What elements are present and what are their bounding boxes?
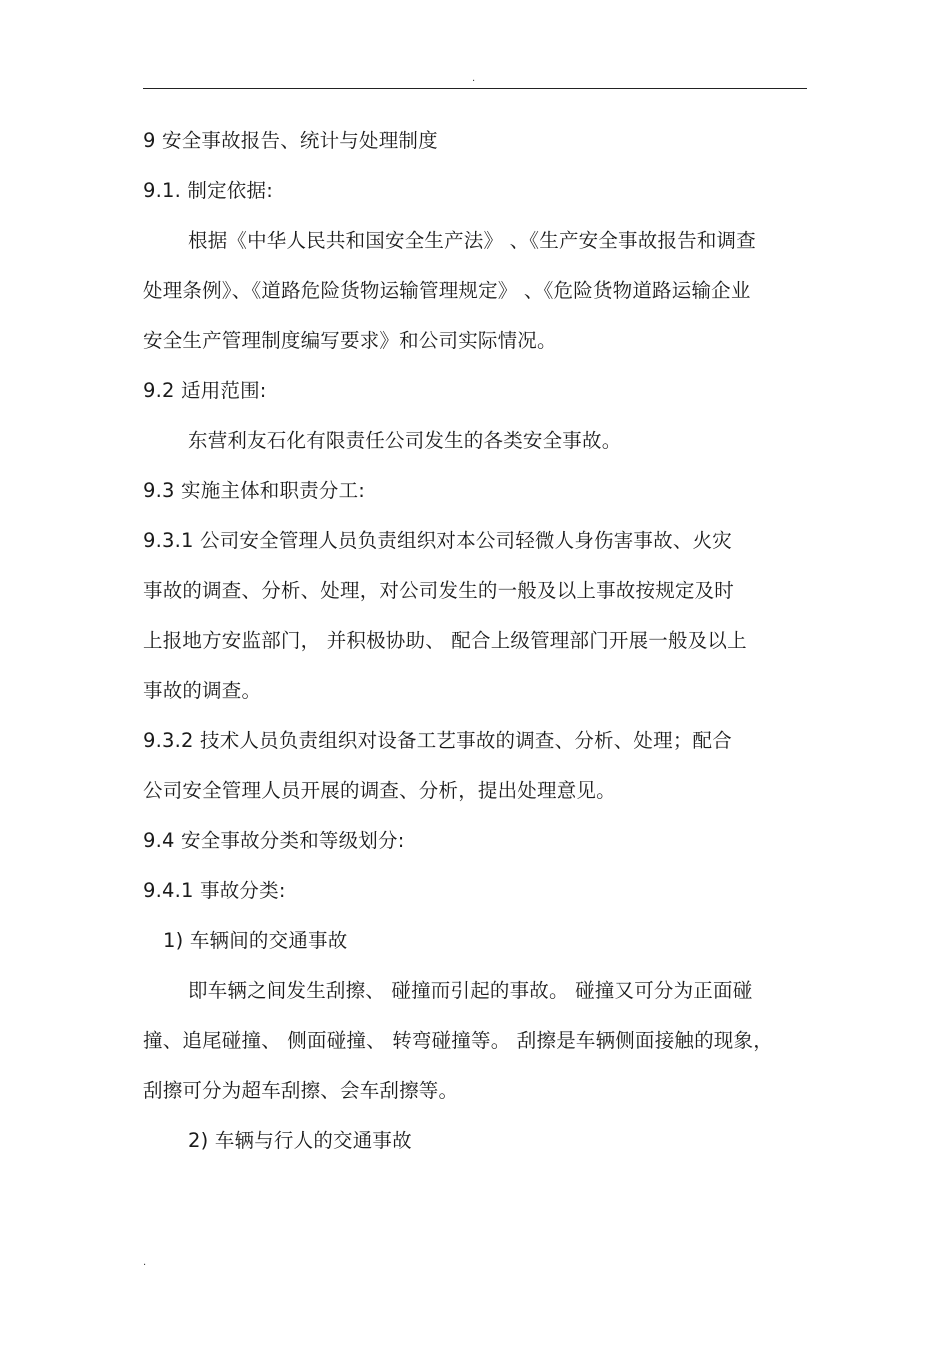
subsection-heading-9-4: 9.4 安全事故分类和等级划分: xyxy=(143,829,405,852)
paragraph-line: 事故的调查、分析、处理，对公司发生的一般及以上事故按规定及时 xyxy=(143,579,735,602)
subsection-heading-9-2: 9.2 适用范围: xyxy=(143,379,267,402)
paragraph-line: 上报地方安监部门， 并积极协助、 配合上级管理部门开展一般及以上 xyxy=(143,629,747,652)
paragraph-line: 处理条例》、《道路危险货物运输管理规定》 、《危险货物道路运输企业 xyxy=(143,279,751,302)
section-heading-9: 9 安全事故报告、统计与处理制度 xyxy=(143,129,438,152)
subsection-heading-9-3: 9.3 实施主体和职责分工: xyxy=(143,479,366,502)
subsection-heading-9-1: 9.1. 制定依据: xyxy=(143,179,273,202)
header-rule xyxy=(143,88,807,89)
paragraph-line: 撞、追尾碰撞、 侧面碰撞、 转弯碰撞等。 刮擦是车辆侧面接触的现象， xyxy=(143,1029,773,1052)
paragraph-line: 即车辆之间发生刮擦、 碰撞而引起的事故。 碰撞又可分为正面碰 xyxy=(188,979,753,1002)
clause-9-3-2: 9.3.2 技术人员负责组织对设备工艺事故的调查、分析、处理；配合 xyxy=(143,729,732,752)
paragraph-line: 安全生产管理制度编写要求》和公司实际情况。 xyxy=(143,329,557,352)
footer-mark: . xyxy=(143,1257,147,1268)
paragraph-line: 事故的调查。 xyxy=(143,679,262,702)
list-item-1: 1) 车辆间的交通事故 xyxy=(163,929,348,952)
document-body xyxy=(143,116,807,1166)
paragraph-line: 公司安全管理人员开展的调查、分析，提出处理意见。 xyxy=(143,779,616,802)
clause-9-4-1: 9.4.1 事故分类: xyxy=(143,879,286,902)
list-item-2: 2) 车辆与行人的交通事故 xyxy=(188,1129,412,1152)
header-mark: . xyxy=(472,73,476,84)
paragraph-line: 根据《中华人民共和国安全生产法》 、《生产安全事故报告和调查 xyxy=(188,229,756,252)
paragraph-line: 刮擦可分为超车刮擦、会车刮擦等。 xyxy=(143,1079,459,1102)
paragraph-line: 东营利友石化有限责任公司发生的各类安全事故。 xyxy=(188,429,622,452)
clause-9-3-1: 9.3.1 公司安全管理人员负责组织对本公司轻微人身伤害事故、火灾 xyxy=(143,529,732,552)
